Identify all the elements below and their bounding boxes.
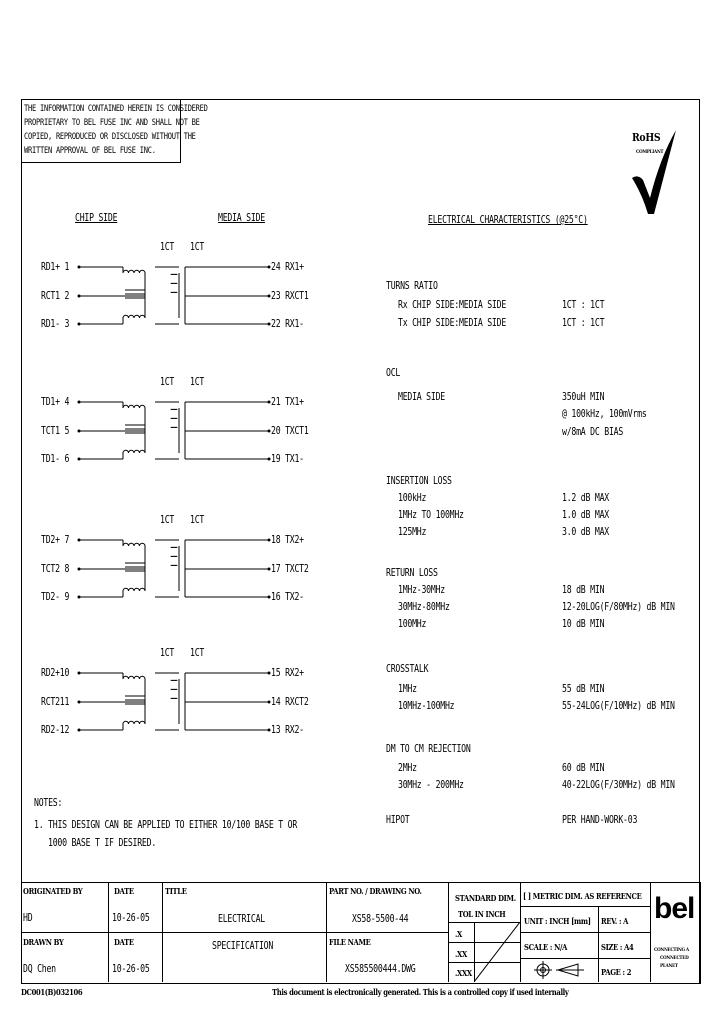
- title-label: TITLE: [165, 886, 187, 896]
- chip-pin-label: TD2- 9: [41, 591, 70, 603]
- transformer-schematic: [75, 388, 275, 478]
- notice-line-4: WRITTEN APPROVAL OF BEL FUSE INC.: [24, 146, 156, 156]
- part-no-label: PART NO. / DRAWING NO.: [329, 886, 422, 896]
- ratio-label: 1CT: [190, 514, 205, 526]
- sheet-size: SIZE : A4: [601, 942, 634, 952]
- dm-cm-value: 60 dB MIN: [562, 762, 605, 774]
- page-number: PAGE : 2: [601, 967, 632, 977]
- ocl-value-2: @ 100kHz, 100mVrms: [562, 408, 647, 420]
- media-pin-label: 21 TX1+: [271, 396, 304, 408]
- ratio-label: 1CT: [160, 647, 175, 659]
- ratio-label: 1CT: [160, 376, 175, 388]
- ratio-label: 1CT: [190, 647, 205, 659]
- tolerance-inch: TOL IN INCH: [458, 909, 506, 919]
- chip-pin-label: RD2+10: [41, 667, 70, 679]
- ocl-value-1: 350uH MIN: [562, 391, 605, 403]
- media-pin-label: 14 RXCT2: [271, 696, 309, 708]
- tol-xxx: .XXX: [455, 968, 472, 978]
- chip-pin-label: RCT211: [41, 696, 70, 708]
- document-code: DC001(B)032106: [21, 987, 83, 997]
- dm-cm-value: 40-22LOG(F/30MHz) dB MIN: [562, 779, 675, 791]
- ocl-value-3: w/8mA DC BIAS: [562, 426, 624, 438]
- chip-pin-label: TCT2 8: [41, 563, 70, 575]
- turns-rx-label: Rx CHIP SIDE:MEDIA SIDE: [398, 299, 507, 311]
- insertion-loss-value: 1.2 dB MAX: [562, 492, 609, 504]
- insertion-loss-value: 1.0 dB MAX: [562, 509, 609, 521]
- transformer-schematic: [75, 659, 275, 749]
- checkmark-icon: [628, 128, 680, 218]
- media-pin-label: 19 TX1-: [271, 453, 304, 465]
- media-side-heading: MEDIA SIDE: [218, 212, 265, 224]
- chip-pin-label: TD2+ 7: [41, 534, 70, 546]
- crosstalk-heading: CROSSTALK: [386, 663, 429, 675]
- chip-side-heading: CHIP SIDE: [75, 212, 118, 224]
- tol-diagonal: [474, 922, 520, 982]
- media-pin-label: 23 RXCT1: [271, 290, 309, 302]
- title-line-2: SPECIFICATION: [212, 940, 274, 952]
- chip-pin-label: RCT1 2: [41, 290, 70, 302]
- notice-line-2: PROPRIETARY TO BEL FUSE INC AND SHALL NOT BE: [24, 118, 200, 128]
- dm-cm-heading: DM TO CM REJECTION: [386, 743, 471, 755]
- insertion-loss-heading: INSERTION LOSS: [386, 475, 452, 487]
- turns-ratio-heading: TURNS RATIO: [386, 280, 438, 292]
- tb-div-4: [448, 882, 449, 982]
- turns-tx-label: Tx CHIP SIDE:MEDIA SIDE: [398, 317, 507, 329]
- notes-line-2: 1000 BASE T IF DESIRED.: [48, 837, 157, 849]
- tol-x: .X: [455, 929, 462, 939]
- title-line-1: ELECTRICAL: [218, 913, 265, 925]
- ocl-heading: OCL: [386, 367, 401, 379]
- tb-mid-line-part: [326, 932, 448, 933]
- bel-logo: bel: [654, 892, 695, 925]
- insertion-loss-label: 1MHz TO 100MHz: [398, 509, 464, 521]
- insertion-loss-label: 100kHz: [398, 492, 427, 504]
- ratio-label: 1CT: [190, 376, 205, 388]
- chip-pin-label: RD1+ 1: [41, 261, 70, 273]
- drawn-by-label: DRAWN BY: [23, 937, 64, 947]
- ratio-label: 1CT: [160, 514, 175, 526]
- originated-by: HD: [23, 912, 33, 924]
- notes-heading: NOTES:: [34, 797, 63, 809]
- tb-div-6: [598, 906, 599, 982]
- media-pin-label: 16 TX2-: [271, 591, 304, 603]
- media-pin-label: 17 TXCT2: [271, 563, 309, 575]
- frame-left: [21, 99, 22, 983]
- part-no: XS58-5500-44: [352, 913, 409, 925]
- logo-tagline-1: CONNECTING A: [654, 947, 689, 953]
- insertion-loss-label: 125MHz: [398, 526, 427, 538]
- ratio-label: 1CT: [160, 241, 175, 253]
- date-1: 10-26-05: [112, 912, 150, 924]
- turns-rx-value: 1CT : 1CT: [562, 299, 605, 311]
- media-pin-label: 13 RX2-: [271, 724, 304, 736]
- chip-pin-label: TCT1 5: [41, 425, 70, 437]
- ocl-label: MEDIA SIDE: [398, 391, 445, 403]
- return-loss-label: 1MHz-30MHz: [398, 584, 445, 596]
- return-loss-heading: RETURN LOSS: [386, 567, 438, 579]
- unit: UNIT : INCH [mm]: [524, 916, 591, 926]
- return-loss-label: 30MHz-80MHz: [398, 601, 450, 613]
- hipot-value: PER HAND-WORK-03: [562, 814, 638, 826]
- chip-pin-label: TD1- 6: [41, 453, 70, 465]
- notice-line-1: THE INFORMATION CONTAINED HEREIN IS CONSIDERED: [24, 104, 208, 114]
- chip-pin-label: RD2-12: [41, 724, 70, 736]
- rohs-sub: COMPLIANT: [636, 149, 664, 155]
- media-pin-label: 15 RX2+: [271, 667, 304, 679]
- originated-by-label: ORIGINATED BY: [23, 886, 83, 896]
- dm-cm-label: 30MHz - 200MHz: [398, 779, 464, 791]
- date-2: 10-26-05: [112, 963, 150, 975]
- dm-cm-label: 2MHz: [398, 762, 417, 774]
- transformer-schematic: [75, 526, 275, 616]
- rohs-label: RoHS: [632, 131, 661, 144]
- media-pin-label: 18 TX2+: [271, 534, 304, 546]
- tb-ref-line: [520, 906, 650, 907]
- media-pin-label: 24 RX1+: [271, 261, 304, 273]
- crosstalk-label: 10MHz-100MHz: [398, 700, 455, 712]
- crosstalk-value: 55 dB MIN: [562, 683, 605, 695]
- projection-symbol-icon: [534, 961, 594, 979]
- tb-mid-line-left: [21, 932, 326, 933]
- notes-line-1: 1. THIS DESIGN CAN BE APPLIED TO EITHER 10/100 BASE T OR: [34, 819, 298, 831]
- hipot-label: HIPOT: [386, 814, 410, 826]
- turns-tx-value: 1CT : 1CT: [562, 317, 605, 329]
- return-loss-label: 100MHz: [398, 618, 427, 630]
- footer-notice: This document is electronically generated. This is a controlled copy if used internally: [272, 987, 569, 997]
- tol-xx: .XX: [455, 949, 467, 959]
- logo-tagline-2: CONNECTED: [660, 955, 689, 961]
- crosstalk-label: 1MHz: [398, 683, 417, 695]
- return-loss-value: 12-20LOG(F/80MHz) dB MIN: [562, 601, 675, 613]
- crosstalk-value: 55-24LOG(F/10MHz) dB MIN: [562, 700, 675, 712]
- standard-dim: STANDARD DIM.: [455, 893, 516, 903]
- frame-right: [699, 99, 700, 983]
- metric-reference: [ ] METRIC DIM. AS REFERENCE: [523, 891, 642, 901]
- tb-ref-line-2: [520, 932, 650, 933]
- chip-pin-label: TD1+ 4: [41, 396, 70, 408]
- tb-ref-line-3: [520, 958, 650, 959]
- chip-pin-label: RD1- 3: [41, 318, 70, 330]
- electrical-title: ELECTRICAL CHARACTERISTICS (@25°C): [428, 214, 588, 226]
- return-loss-value: 10 dB MIN: [562, 618, 605, 630]
- media-pin-label: 20 TXCT1: [271, 425, 309, 437]
- revision: REV. : A: [601, 916, 629, 926]
- media-pin-label: 22 RX1-: [271, 318, 304, 330]
- date-label-1: DATE: [114, 886, 134, 896]
- logo-tagline-3: PLANET: [660, 963, 678, 969]
- insertion-loss-value: 3.0 dB MAX: [562, 526, 609, 538]
- transformer-schematic: [75, 253, 275, 343]
- date-label-2: DATE: [114, 937, 134, 947]
- scale: SCALE : N/A: [524, 942, 568, 952]
- tb-div-7: [650, 882, 651, 982]
- file-name: XS585500444.DWG: [345, 963, 416, 975]
- ratio-label: 1CT: [190, 241, 205, 253]
- return-loss-value: 18 dB MIN: [562, 584, 605, 596]
- file-name-label: FILE NAME: [329, 937, 371, 947]
- notice-line-3: COPIED, REPRODUCED OR DISCLOSED WITHOUT THE: [24, 132, 196, 142]
- drawn-by: DQ Chen: [23, 963, 56, 975]
